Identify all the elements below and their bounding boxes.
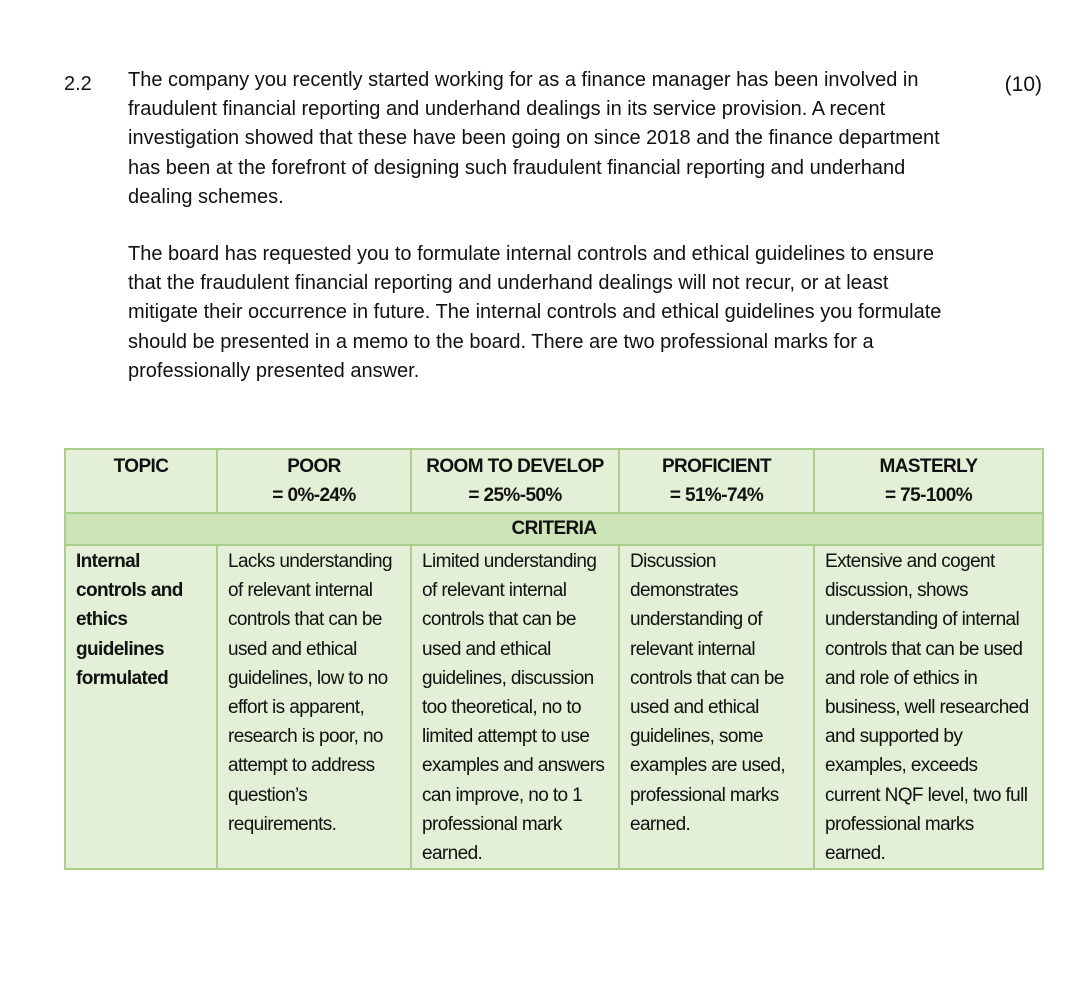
header-poor-range: = 0%-24% <box>272 485 356 506</box>
table-row <box>65 545 1043 869</box>
header-room-to-develop-range: = 25%-50% <box>468 485 562 506</box>
question-block <box>64 66 1054 386</box>
header-masterly-title: MASTERLY <box>879 456 978 477</box>
header-masterly <box>814 449 1043 513</box>
rubric-header-row <box>65 449 1043 513</box>
header-room-to-develop <box>411 449 619 513</box>
rubric-table <box>64 448 1044 870</box>
header-room-to-develop-title: ROOM TO DEVELOP <box>426 456 604 477</box>
header-proficient <box>619 449 814 513</box>
header-poor <box>217 449 411 513</box>
question-body <box>128 66 963 386</box>
question-paragraph-2: The board has requested you to formulate internal controls and ethical guidelines to ensure that the fraudulent financial reporting and underhand dealings will not recur, or at least mitigate their occurrence in future. The internal controls and ethical guidelines you formulate should be presented in a memo to the board. There are two professional marks for a professionally presented answer. <box>128 243 942 382</box>
question-number: 2.2 <box>64 73 92 95</box>
cell-masterly: Extensive and cogent discussion, shows understanding of internal controls that can be used and role of ethics in business, well researched and supported by examples, exceeds current NQF level, two full professional marks earned. <box>814 545 1043 869</box>
header-masterly-range: = 75-100% <box>884 485 973 506</box>
header-topic <box>65 449 217 513</box>
header-proficient-range: = 51%-74% <box>669 485 764 506</box>
cell-topic: Internal controls and ethics guidelines formulated <box>65 545 217 869</box>
criteria-label: CRITERIA <box>65 513 1043 545</box>
criteria-row <box>65 513 1043 545</box>
cell-room-to-develop: Limited understanding of relevant internal controls that can be used and ethical guidelines, discussion too theoretical, no to limited attempt to use examples and answers can improve, no to 1 professional mark earned. <box>411 545 619 869</box>
header-topic-title: TOPIC <box>113 456 169 477</box>
cell-poor: Lacks understanding of relevant internal controls that can be used and ethical guidelines, low to no effort is apparent, research is poor, no attempt to address question’s requirements. <box>217 545 411 869</box>
header-proficient-title: PROFICIENT <box>661 456 772 477</box>
question-marks: (10) <box>1004 73 1042 96</box>
question-paragraph-1: The company you recently started working for as a finance manager has been involved in fraudulent financial reporting and underhand dealings in its service provision. A recent investigation showed that these have been going on since 2018 and the finance department has been at the forefront of designing such fraudulent financial reporting and underhand dealing schemes. <box>128 69 940 208</box>
header-poor-title: POOR <box>287 456 341 477</box>
cell-proficient: Discussion demonstrates understanding of relevant internal controls that can be used and ethical guidelines, some examples are used, professional marks earned. <box>619 545 814 869</box>
